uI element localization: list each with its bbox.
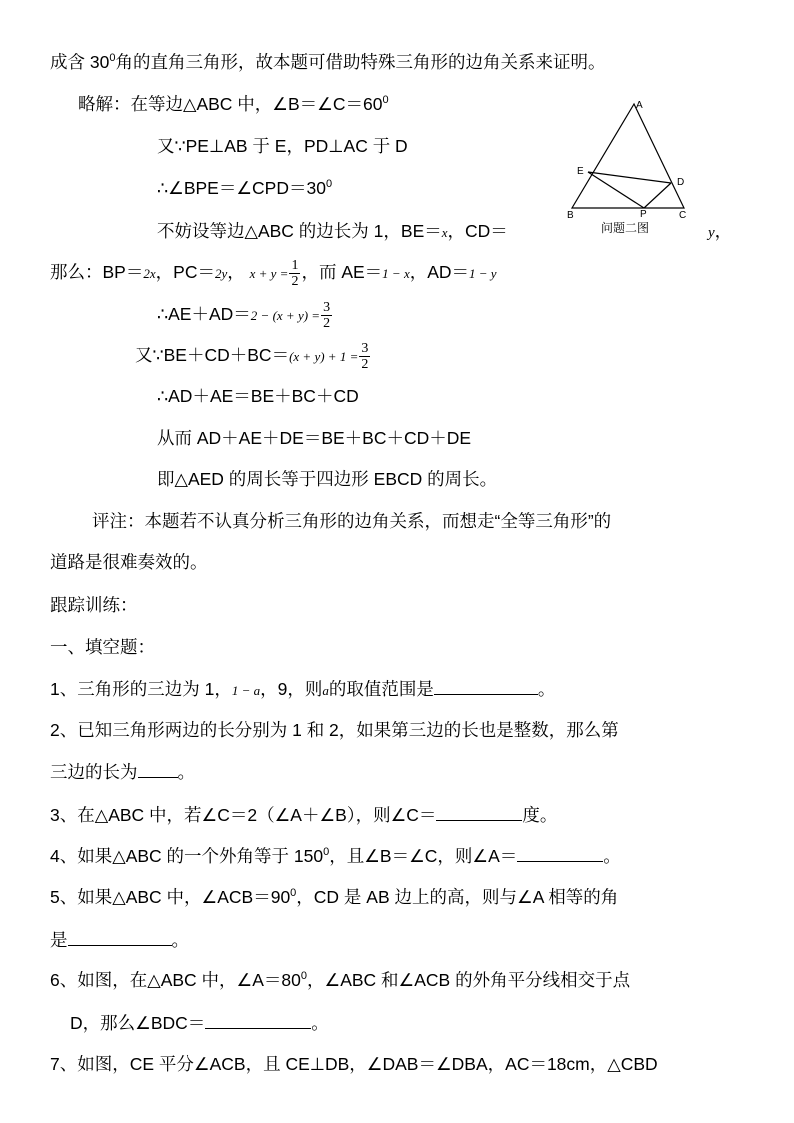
triangle-abc	[572, 104, 684, 208]
solution-intro: 略解：在等边△ABC 中，$\angle B=\angle C=60^0$	[78, 94, 389, 114]
fraction-one-half: $\frac{1}{2}$	[291, 258, 299, 289]
proof-step-ae-ad: ∴AE＋AD＝2 − (x + y) = $\frac{3}{2}$	[157, 300, 331, 331]
label-d: D	[677, 177, 685, 188]
question-4: 4、如果△ABC 的一个外角等于 $150^0$，且∠B＝∠C，则∠A＝ 。	[50, 843, 621, 868]
proof-step-lengths: 那么：BP＝2x，PC＝2y， x + y = $\frac{1}{2}$ ，而 AE＝1 − x，AD＝1 − y	[50, 258, 497, 289]
proof-step-assume-tail: y，	[708, 221, 733, 241]
segment-ed	[588, 172, 671, 183]
answer-blank-2[interactable]	[138, 759, 178, 778]
label-a: A	[636, 100, 643, 111]
triangle-lines	[572, 104, 684, 208]
question-5-line-1: 5、如果△ABC 中，$\angle ACB=90^0$，CD 是 AB 边上的高，则与∠A 相等的角	[50, 887, 619, 907]
fraction-three-halves-2: $\frac{3}{2}$	[361, 341, 369, 372]
label-e: E	[577, 166, 584, 177]
text-line-1: 成含 $30^0$角的直角三角形，故本题可借助特殊三角形的边角关系来证明。	[50, 52, 606, 72]
question-3: 3、在△ABC 中，若∠C＝2（∠A＋∠B），则∠C＝ 度。	[50, 802, 557, 827]
label-c: C	[679, 210, 687, 221]
label-b: B	[567, 210, 574, 221]
comment-line-1: 评注：本题若不认真分析三角形的边角关系，而想走“全等三角形”的	[92, 511, 612, 531]
answer-blank-5[interactable]	[68, 927, 172, 946]
question-7-line-1: 7、如图，CE 平分∠ACB，且 CE⊥DB，∠DAB＝∠DBA，AC＝18cm，△CBD	[50, 1054, 658, 1074]
question-2-line-1: 2、已知三角形两边的长分别为 1 和 2，如果第三边的长也是整数，那么第	[50, 720, 619, 740]
label-p: P	[640, 209, 647, 220]
proof-step-be-cd-bc: 又∵BE＋CD＋BC＝(x + y) + 1 = $\frac{3}{2}$	[135, 341, 369, 372]
segment-pd	[644, 183, 671, 208]
question-6-line-1: 6、如图，在△ABC 中，$\angle A=80^0$，∠ABC 和∠ACB 的外角平分线相交于点	[50, 970, 631, 990]
figure-caption: 问题二图	[601, 221, 650, 235]
proof-step-perpendicular: 又∵PE⊥AB 于 E，PD⊥AC 于 D	[157, 136, 408, 156]
comment-line-2: 道路是很难奏效的。	[50, 552, 208, 572]
proof-step-angles: $\therefore\angle BPE=\angle CPD=30^0$	[157, 178, 333, 198]
proof-step-equality: ∴AD＋AE＝BE＋BC＋CD	[157, 386, 359, 406]
section-heading-practice: 跟踪训练：	[50, 595, 138, 615]
answer-blank-3[interactable]	[436, 802, 522, 821]
fraction-three-halves: $\frac{3}{2}$	[323, 300, 331, 331]
question-6-line-2: D，那么∠BDC＝ 。	[70, 1010, 329, 1035]
proof-step-add-de: 从而 AD＋AE＋DE＝BE＋BC＋CD＋DE	[157, 428, 472, 448]
answer-blank-4[interactable]	[517, 843, 603, 862]
triangle-figure	[560, 98, 700, 248]
answer-blank-6[interactable]	[205, 1010, 311, 1029]
answer-blank-1[interactable]	[434, 676, 538, 695]
proof-step-assume: 不妨设等边△ABC 的边长为 1，BE＝x，CD＝	[157, 221, 508, 241]
segment-pe	[588, 172, 644, 208]
question-1: 1、三角形的三边为 1，1 − a，9，则a的取值范围是 。	[50, 676, 555, 703]
section-heading-fill-blank: 一、填空题：	[50, 637, 155, 657]
question-2-line-2: 三边的长为 。	[50, 759, 195, 784]
proof-conclusion: 即△AED 的周长等于四边形 EBCD 的周长。	[157, 469, 498, 489]
question-5-line-2: 是 。	[50, 927, 189, 952]
